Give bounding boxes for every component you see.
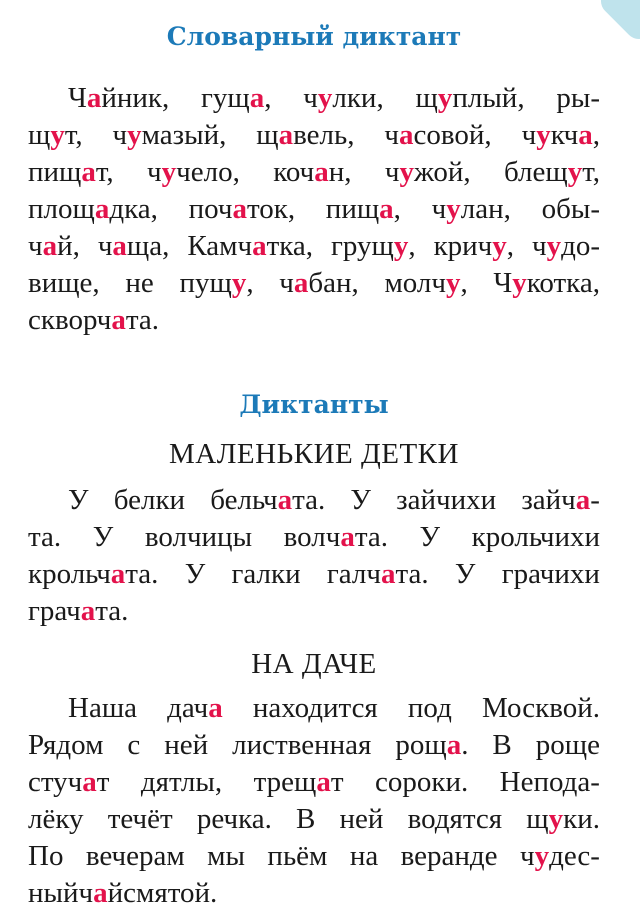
highlighted-letter: а bbox=[232, 193, 247, 225]
word: стучат bbox=[28, 766, 110, 798]
word: трещат bbox=[253, 766, 344, 798]
word: грущу, bbox=[331, 230, 416, 262]
word: зайча- bbox=[521, 484, 600, 516]
text-line bbox=[28, 482, 600, 519]
highlighted-letter: а bbox=[82, 766, 97, 798]
word: с bbox=[127, 729, 141, 761]
word: ры- bbox=[556, 82, 600, 114]
highlighted-letter: у bbox=[231, 267, 247, 299]
text-line bbox=[28, 727, 600, 764]
word: роще bbox=[535, 729, 600, 761]
word: роща. bbox=[395, 729, 469, 761]
word: В bbox=[296, 803, 316, 835]
highlighted-letter: а bbox=[314, 156, 329, 188]
text-line bbox=[28, 228, 600, 265]
highlighted-letter: а bbox=[340, 521, 355, 553]
highlighted-letter: а bbox=[379, 193, 394, 225]
highlighted-letter: а bbox=[81, 156, 96, 188]
word: галки bbox=[231, 558, 301, 590]
word: вище, bbox=[28, 267, 100, 299]
word: У bbox=[92, 521, 114, 553]
highlighted-letter: у bbox=[317, 82, 333, 114]
word: не bbox=[125, 267, 154, 299]
highlighted-letter: а bbox=[110, 558, 126, 590]
word: крольчата. bbox=[28, 558, 159, 590]
highlighted-letter: у bbox=[492, 230, 507, 262]
highlighted-letter: у bbox=[546, 230, 562, 262]
highlighted-letter: а bbox=[208, 692, 223, 724]
word: чулан, bbox=[431, 193, 511, 225]
section-title-dictations: Диктанты bbox=[239, 390, 389, 419]
story-paragraph-at-dacha bbox=[28, 690, 600, 912]
word: У bbox=[184, 558, 206, 590]
word: водятся bbox=[407, 803, 503, 835]
word: кочан, bbox=[273, 156, 352, 188]
word: дача bbox=[167, 692, 223, 724]
word: вечерам bbox=[85, 840, 185, 872]
word: чулки, bbox=[303, 82, 384, 114]
word: грачата. bbox=[28, 595, 129, 627]
word: волчицы bbox=[144, 521, 253, 553]
highlighted-letter: а bbox=[94, 193, 110, 225]
word: Непода- bbox=[499, 766, 600, 798]
word: В bbox=[492, 729, 512, 761]
word: площадка, bbox=[28, 193, 158, 225]
word: Камчатка, bbox=[187, 230, 314, 262]
word: чай bbox=[78, 877, 124, 909]
word: У bbox=[350, 484, 371, 516]
word: чабан, bbox=[279, 267, 359, 299]
word: щут, bbox=[28, 119, 83, 151]
word: У bbox=[68, 484, 89, 516]
word: белки bbox=[113, 484, 186, 516]
word: чужой, bbox=[384, 156, 471, 188]
word: мы bbox=[207, 840, 245, 872]
highlighted-letter: а bbox=[93, 877, 108, 909]
highlighted-letter: а bbox=[380, 558, 396, 590]
word: та. bbox=[28, 521, 62, 553]
word: Чайник, bbox=[68, 82, 170, 114]
word: на bbox=[349, 840, 379, 872]
word: сороки. bbox=[374, 766, 469, 798]
highlighted-letter: у bbox=[127, 119, 142, 151]
word: галчата. bbox=[326, 558, 429, 590]
word: пищат, bbox=[28, 156, 114, 188]
text-line bbox=[28, 80, 600, 117]
text-line bbox=[28, 690, 600, 727]
word: веранде bbox=[400, 840, 498, 872]
highlighted-letter: а bbox=[277, 484, 293, 516]
text-line bbox=[28, 154, 600, 191]
word: бельчата. bbox=[210, 484, 326, 516]
word: чаща, bbox=[97, 230, 170, 262]
text-line bbox=[28, 265, 600, 302]
highlighted-letter: у bbox=[446, 193, 461, 225]
word: чудес- bbox=[519, 840, 600, 872]
highlighted-letter: а bbox=[575, 484, 591, 516]
highlighted-letter: у bbox=[445, 267, 461, 299]
word: пущу, bbox=[179, 267, 254, 299]
text-line bbox=[28, 191, 600, 228]
word: Москвой. bbox=[481, 692, 600, 724]
story-heading-little-kids: МАЛЕНЬКИЕ ДЕТКИ bbox=[169, 438, 459, 470]
text-line bbox=[28, 556, 600, 593]
text-line bbox=[28, 593, 600, 630]
word: початок, bbox=[188, 193, 296, 225]
word: речка. bbox=[196, 803, 272, 835]
text-line bbox=[28, 764, 600, 801]
word: часовой, bbox=[384, 119, 492, 151]
word: пьём bbox=[267, 840, 328, 872]
word: под bbox=[407, 692, 452, 724]
vocabulary-paragraph bbox=[28, 80, 600, 339]
highlighted-letter: у bbox=[437, 82, 453, 114]
word: течёт bbox=[107, 803, 173, 835]
highlighted-letter: у bbox=[536, 119, 551, 151]
word: гуща, bbox=[201, 82, 272, 114]
highlighted-letter: а bbox=[80, 595, 96, 627]
word: с bbox=[123, 877, 137, 909]
highlighted-letter: а bbox=[278, 119, 294, 151]
text-line bbox=[28, 801, 600, 838]
highlighted-letter: а bbox=[86, 82, 102, 114]
word: ней bbox=[339, 803, 384, 835]
section-title-vocabulary: Словарный диктант bbox=[166, 22, 462, 51]
word: блещут, bbox=[504, 156, 600, 188]
word: зайчихи bbox=[396, 484, 497, 516]
word: чай, bbox=[28, 230, 80, 262]
word: крольчихи bbox=[471, 521, 600, 553]
word: щуки. bbox=[526, 803, 600, 835]
story-heading-at-dacha: НА ДАЧЕ bbox=[251, 648, 377, 680]
word: У bbox=[419, 521, 441, 553]
text-line bbox=[28, 838, 600, 875]
highlighted-letter: у bbox=[548, 803, 564, 835]
word: По bbox=[28, 840, 64, 872]
word: Рядом bbox=[28, 729, 104, 761]
word: чудо- bbox=[531, 230, 600, 262]
word: молчу, bbox=[384, 267, 468, 299]
highlighted-letter: у bbox=[393, 230, 409, 262]
word: находится bbox=[252, 692, 378, 724]
word: скворчата. bbox=[28, 304, 159, 336]
word: щавель, bbox=[256, 119, 355, 151]
highlighted-letter: у bbox=[534, 840, 550, 872]
word: Чукотка, bbox=[493, 267, 600, 299]
text-line bbox=[28, 117, 600, 154]
word: ней bbox=[164, 729, 209, 761]
word: Наша bbox=[68, 692, 138, 724]
word: чукча, bbox=[521, 119, 600, 151]
highlighted-letter: а bbox=[578, 119, 593, 151]
word: дятлы, bbox=[140, 766, 223, 798]
highlighted-letter: а bbox=[316, 766, 331, 798]
word: ный bbox=[28, 877, 79, 909]
highlighted-letter: а bbox=[293, 267, 309, 299]
word: мятой. bbox=[136, 877, 218, 909]
word: чучело, bbox=[147, 156, 240, 188]
highlighted-letter: а bbox=[111, 304, 126, 336]
word: волчата. bbox=[283, 521, 388, 553]
highlighted-letter: а bbox=[446, 729, 462, 761]
word: кричу, bbox=[433, 230, 515, 262]
highlighted-letter: у bbox=[567, 156, 583, 188]
highlighted-letter: а bbox=[42, 230, 58, 262]
page-corner-tab bbox=[595, 0, 640, 45]
word: чумазый, bbox=[112, 119, 227, 151]
highlighted-letter: у bbox=[512, 267, 527, 299]
highlighted-letter: у bbox=[161, 156, 177, 188]
highlighted-letter: а bbox=[399, 119, 414, 151]
highlighted-letter: у bbox=[50, 119, 65, 151]
highlighted-letter: а bbox=[112, 230, 127, 262]
word: щуплый, bbox=[415, 82, 525, 114]
highlighted-letter: а bbox=[249, 82, 265, 114]
word: грачихи bbox=[501, 558, 600, 590]
story-paragraph-little-kids bbox=[28, 482, 600, 630]
word: лёку bbox=[28, 803, 84, 835]
word: пища, bbox=[325, 193, 401, 225]
text-line bbox=[28, 302, 600, 339]
word: обы- bbox=[541, 193, 600, 225]
text-line bbox=[28, 519, 600, 556]
word: лиственная bbox=[232, 729, 372, 761]
highlighted-letter: у bbox=[399, 156, 414, 188]
highlighted-letter: а bbox=[252, 230, 267, 262]
word: У bbox=[454, 558, 476, 590]
